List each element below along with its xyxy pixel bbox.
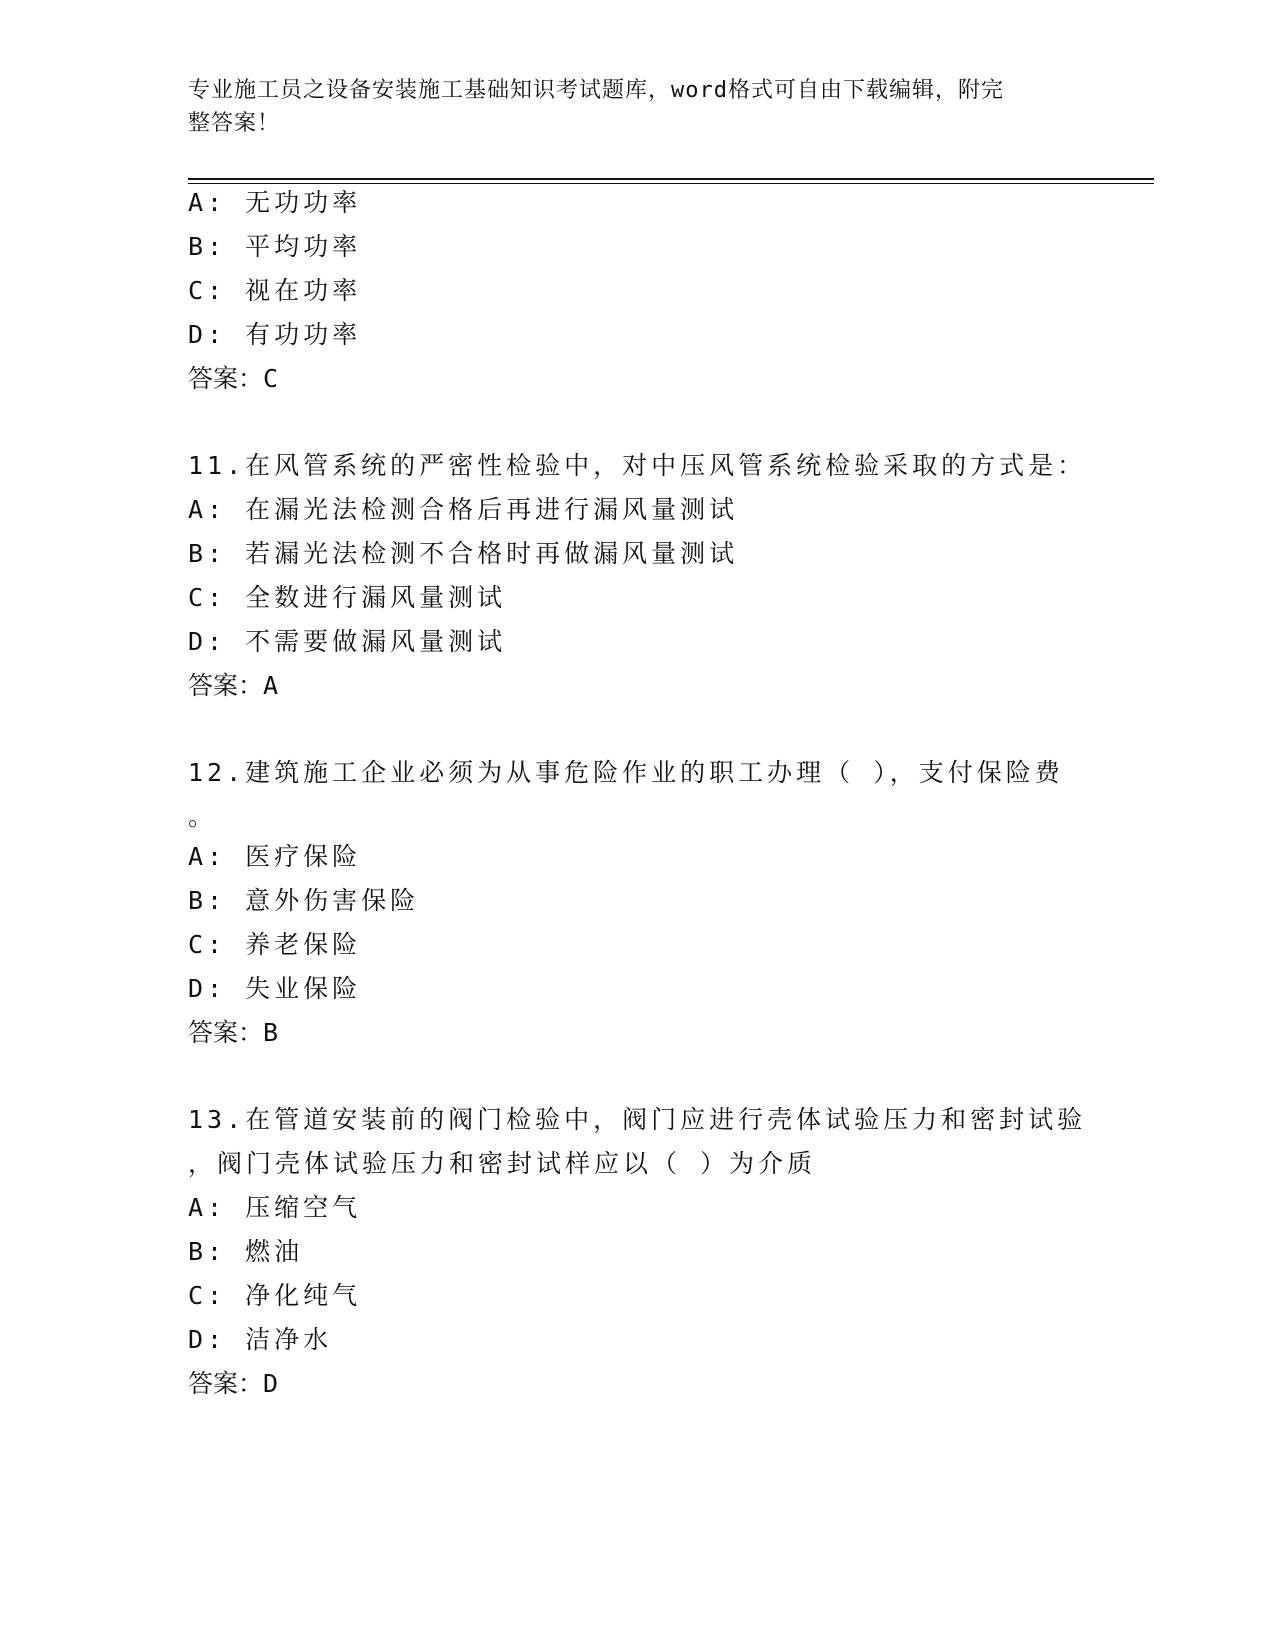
option-letter: D: xyxy=(188,320,227,349)
q13-option-a xyxy=(188,1192,361,1224)
option-letter: B: xyxy=(188,1237,227,1266)
option-letter: B: xyxy=(188,886,227,915)
option-text: 压缩空气 xyxy=(245,1193,362,1222)
option-letter: C: xyxy=(188,276,227,305)
option-letter: A: xyxy=(188,1193,227,1222)
option-letter: C: xyxy=(188,583,227,612)
option-letter: A: xyxy=(188,842,227,871)
answer-label: 答案： xyxy=(188,364,264,393)
prev-answer xyxy=(188,363,278,395)
answer-value: D xyxy=(263,1369,279,1398)
header-divider-thin xyxy=(188,183,1154,184)
prev-option-b xyxy=(188,231,361,263)
option-text: 失业保险 xyxy=(245,974,362,1003)
option-text: 有功功率 xyxy=(245,320,362,349)
answer-label: 答案： xyxy=(188,1018,264,1047)
document-header xyxy=(188,74,1068,140)
option-letter: C: xyxy=(188,930,227,959)
answer-value: C xyxy=(263,364,279,393)
q11-option-c xyxy=(188,582,506,614)
option-text: 净化纯气 xyxy=(245,1281,362,1310)
q11-option-d xyxy=(188,626,506,658)
prev-option-d xyxy=(188,319,361,351)
option-text: 若漏光法检测不合格时再做漏风量测试 xyxy=(245,539,739,568)
option-letter: A: xyxy=(188,188,227,217)
option-letter: D: xyxy=(188,974,227,1003)
q13-answer xyxy=(188,1368,278,1400)
option-text: 意外伤害保险 xyxy=(245,886,420,915)
option-text: 视在功率 xyxy=(245,276,362,305)
option-letter: B: xyxy=(188,539,227,568)
prev-option-a xyxy=(188,187,361,219)
option-letter: D: xyxy=(188,627,227,656)
option-text: 在漏光法检测合格后再进行漏风量测试 xyxy=(245,495,739,524)
option-letter: C: xyxy=(188,1281,227,1310)
option-letter: D: xyxy=(188,1325,227,1354)
option-text: 医疗保险 xyxy=(245,842,362,871)
q13-stem-line-1: 13.在管道安装前的阀门检验中，阀门应进行壳体试验压力和密封试验 xyxy=(188,1105,1087,1134)
option-letter: B: xyxy=(188,232,227,261)
option-letter: A: xyxy=(188,495,227,524)
answer-value: A xyxy=(263,671,279,700)
answer-value: B xyxy=(263,1018,279,1047)
option-text: 洁净水 xyxy=(245,1325,333,1354)
q13-option-d xyxy=(188,1324,332,1356)
q12-option-d xyxy=(188,973,361,1005)
option-text: 无功功率 xyxy=(245,188,362,217)
option-text: 全数进行漏风量测试 xyxy=(245,583,507,612)
answer-label: 答案： xyxy=(188,671,264,700)
q13-option-c xyxy=(188,1280,361,1312)
option-text: 平均功率 xyxy=(245,232,362,261)
header-divider-thick xyxy=(188,178,1154,180)
q11-stem: 11.在风管系统的严密性检验中，对中压风管系统检验采取的方式是： xyxy=(188,451,1087,480)
option-text: 燃油 xyxy=(245,1237,304,1266)
q12-option-c xyxy=(188,929,361,961)
prev-option-c xyxy=(188,275,361,307)
q13-option-b xyxy=(188,1236,303,1268)
q11-option-b xyxy=(188,538,738,570)
q12-stem-line-2: 。 xyxy=(188,802,218,831)
header-line-2: 整答案！ xyxy=(188,111,281,136)
q11-answer xyxy=(188,670,278,702)
q12-answer xyxy=(188,1017,278,1049)
option-text: 养老保险 xyxy=(245,930,362,959)
q12-option-b xyxy=(188,885,419,917)
answer-label: 答案： xyxy=(188,1369,264,1398)
q13-stem-line-2: ，阀门壳体试验压力和密封试样应以（ ）为介质 xyxy=(188,1149,817,1178)
header-line-1: 专业施工员之设备安装施工基础知识考试题库，word格式可自由下载编辑，附完 xyxy=(188,78,1004,103)
q11-option-a xyxy=(188,494,738,526)
q12-stem-line-1: 12.建筑施工企业必须为从事危险作业的职工办理（ ），支付保险费 xyxy=(188,758,1064,787)
option-text: 不需要做漏风量测试 xyxy=(245,627,507,656)
q12-option-a xyxy=(188,841,361,873)
